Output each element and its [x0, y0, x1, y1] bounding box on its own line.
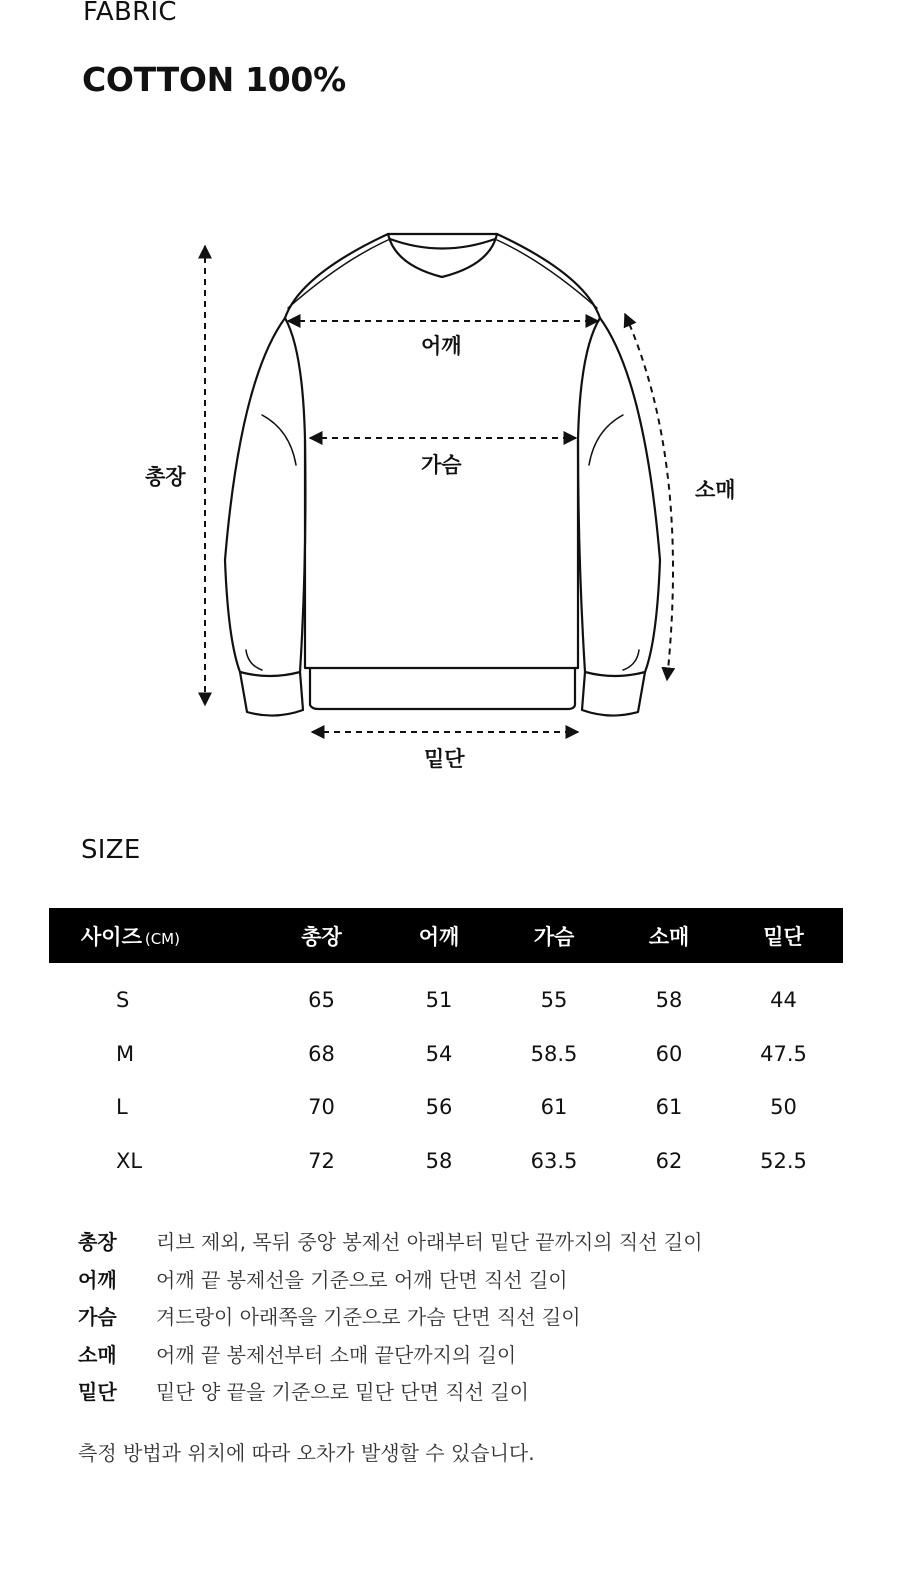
definition-row: [78, 1297, 703, 1335]
diagram-label-hem: 밑단: [424, 747, 465, 771]
header-length: 총장: [259, 908, 384, 963]
definition-description: 어깨 끝 봉제선을 기준으로 어깨 단면 직선 길이: [156, 1267, 568, 1292]
cell-sleeve: 61: [655, 1095, 683, 1120]
size-table-header: [49, 908, 843, 963]
header-size: 사이즈 (CM): [49, 908, 259, 963]
header-hem: 밑단: [724, 908, 843, 963]
size-table: [49, 908, 843, 1188]
definition-row: [78, 1260, 703, 1298]
header-sleeve: 소매: [614, 908, 724, 963]
header-unit: (CM): [144, 929, 180, 948]
cell-hem: 50: [770, 1095, 797, 1120]
cell-length: 70: [308, 1095, 335, 1120]
measurement-note: 측정 방법과 위치에 따라 오차가 발생할 수 있습니다.: [78, 1441, 535, 1465]
hem-band-outline: [310, 668, 575, 709]
definition-description: 리브 제외, 목뒤 중앙 봉제선 아래부터 밑단 끝까지의 직선 길이: [156, 1230, 703, 1255]
cell-size: M: [116, 1041, 135, 1066]
table-row: [49, 963, 843, 1027]
header-shoulder: 어깨: [384, 908, 494, 963]
cell-shoulder: 56: [425, 1095, 453, 1120]
cell-size: L: [116, 1095, 128, 1120]
measurement-definitions: [78, 1222, 703, 1410]
table-row: [49, 1081, 843, 1135]
cell-chest: 63.5: [530, 1148, 578, 1173]
sweatshirt-measurement-diagram: [0, 200, 900, 790]
diagram-label-sleeve: 소매: [695, 478, 736, 502]
cell-chest: 58.5: [530, 1041, 578, 1066]
sleeve-measure-arrow: [625, 314, 673, 680]
definition-description: 어깨 끝 봉제선부터 소매 끝단까지의 길이: [156, 1342, 517, 1367]
cell-length: 65: [308, 988, 335, 1012]
diagram-label-shoulder: 어깨: [421, 334, 462, 358]
definition-term: 가슴: [78, 1305, 117, 1330]
cell-hem: 44: [770, 988, 797, 1012]
cell-chest: 61: [540, 1095, 568, 1120]
diagram-label-chest: 가슴: [421, 453, 462, 477]
definition-row: [78, 1222, 703, 1260]
table-row: [49, 1134, 843, 1188]
cell-length: 72: [308, 1148, 335, 1173]
cell-shoulder: 51: [425, 988, 453, 1012]
cell-size: XL: [116, 1148, 143, 1173]
definition-term: 총장: [78, 1230, 117, 1255]
cell-size: S: [116, 988, 130, 1012]
cell-sleeve: 60: [655, 1041, 683, 1066]
fabric-value: COTTON 100%: [82, 60, 346, 99]
definition-term: 소매: [78, 1342, 117, 1367]
cell-length: 68: [308, 1041, 335, 1066]
definition-row: [78, 1335, 703, 1373]
table-row: [49, 1027, 843, 1081]
definition-term: 어깨: [78, 1267, 117, 1292]
cell-chest: 55: [540, 988, 568, 1012]
right-sleeve-outline: [578, 318, 660, 676]
definition-description: 겨드랑이 아래쪽을 기준으로 가슴 단면 직선 길이: [156, 1305, 581, 1330]
sweatshirt-illustration: [0, 200, 900, 790]
cell-hem: 52.5: [760, 1148, 807, 1173]
size-section-title: SIZE: [81, 835, 141, 865]
definition-term: 밑단: [78, 1380, 117, 1405]
definition-row: [78, 1372, 703, 1410]
cell-hem: 47.5: [760, 1041, 807, 1066]
diagram-label-length: 총장: [145, 465, 186, 489]
fabric-label: FABRIC: [83, 0, 177, 27]
header-chest: 가슴: [494, 908, 614, 963]
cell-sleeve: 62: [655, 1148, 683, 1173]
definition-description: 밑단 양 끝을 기준으로 밑단 단면 직선 길이: [156, 1380, 529, 1405]
cell-shoulder: 54: [425, 1041, 453, 1066]
cell-sleeve: 58: [655, 988, 683, 1012]
collar-outline: [388, 234, 497, 277]
left-sleeve-outline: [225, 318, 305, 676]
cell-shoulder: 58: [425, 1148, 453, 1173]
